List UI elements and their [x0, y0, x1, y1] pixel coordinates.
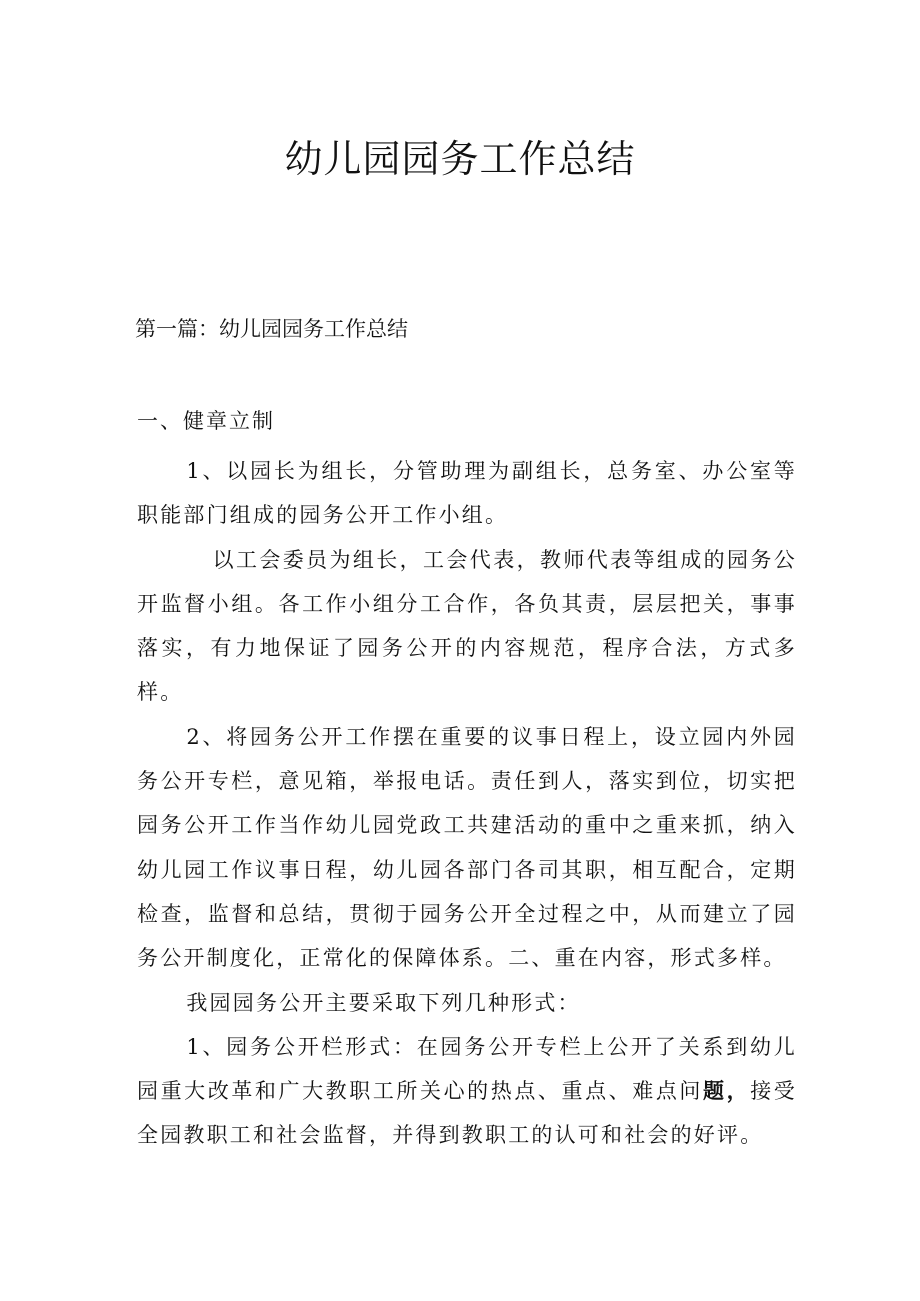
- paragraph-text: 接受全园教职工和社会监督，并得到教职工的认可和社会的好评。: [137, 1079, 797, 1148]
- document-body: [137, 449, 797, 1158]
- paragraph: 以工会委员为组长，工会代表，教师代表等组成的园务公开监督小组。各工作小组分工合作，各负其责，层层把关，事事落实，有力地保证了园务公开的内容规范，程序合法，方式多样。: [137, 547, 797, 705]
- paragraph-text: 1、园务公开栏形式：在园务公开专栏上公开了关系到幼儿园重大改革和广大教职工所关心的热点、重点、难点问: [137, 1034, 797, 1104]
- chapter-heading: 第一篇：幼儿园园务工作总结: [135, 317, 408, 341]
- paragraph: 我园园务公开主要采取下列几种形式：: [186, 990, 581, 1015]
- document-title: 幼儿园园务工作总结: [284, 137, 636, 181]
- section-heading: 一、健章立制: [137, 409, 275, 433]
- paragraph: [137, 1025, 797, 1158]
- paragraph: 1、以园长为组长，分管助理为副组长，总务室、办公室等职能部门组成的园务公开工作小组。: [137, 459, 797, 528]
- paragraph: 2、将园务公开工作摆在重要的议事日程上，设立园内外园务公开专栏，意见箱，举报电话。责任到人，落实到位，切实把园务公开工作当作幼儿园党政工共建活动的重中之重来抓，纳入幼儿园工作议事日程，幼儿园各部门各司其职，相互配合，定期检查，监督和总结，贯彻于园务公开全过程之中，从而建立了园务公开制度化，正常化的保障体系。二、重在内容，形式多样。: [137, 724, 797, 971]
- bold-text: 题，: [703, 1078, 751, 1104]
